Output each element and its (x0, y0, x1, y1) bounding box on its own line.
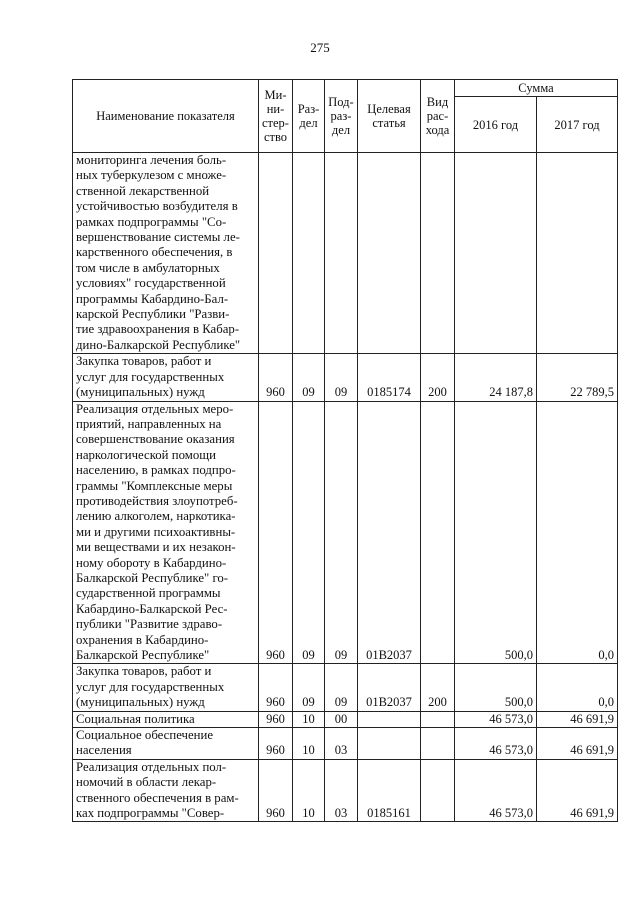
cell-target: 0185174 (358, 354, 421, 401)
cell-name: Закупка товаров, работ и услуг для государственных (муниципальных) нужд (73, 354, 259, 401)
cell-subsection: 03 (325, 728, 358, 760)
cell-target (358, 728, 421, 760)
cell-section: 10 (293, 728, 325, 760)
cell-section: 10 (293, 759, 325, 822)
cell-ministry: 960 (259, 401, 293, 664)
cell-ministry: 960 (259, 711, 293, 727)
header-subsection: Под- раз- дел (325, 80, 358, 153)
cell-ministry: 960 (259, 759, 293, 822)
header-ministry: Ми- ни- стер- ство (259, 80, 293, 153)
cell-section: 09 (293, 354, 325, 401)
header-year-2017: 2017 год (537, 97, 618, 153)
table-row (73, 153, 618, 354)
cell-expense: 200 (421, 664, 455, 711)
header-target: Целевая статья (358, 80, 421, 153)
cell-y2017: 0,0 (537, 401, 618, 664)
budget-table (72, 79, 618, 822)
cell-target: 0185161 (358, 759, 421, 822)
table-row (73, 759, 618, 822)
cell-y2016: 24 187,8 (455, 354, 537, 401)
cell-y2017: 46 691,9 (537, 711, 618, 727)
cell-name: Реализация отдельных пол- номочий в области лекар- ственного обеспечения в рам- ках подпрограммы "Совер- (73, 759, 259, 822)
cell-subsection (325, 153, 358, 354)
header-name: Наименование показателя (73, 80, 259, 153)
cell-y2017: 46 691,9 (537, 759, 618, 822)
cell-y2016 (455, 153, 537, 354)
cell-target: 01В2037 (358, 664, 421, 711)
cell-ministry: 960 (259, 354, 293, 401)
cell-name: мониторинга лечения боль- ных туберкулезом с множе- ственной лекарственной устойчивостью возбудителя в рамках подпрограммы "Со- вершенствование системы ле- карственного обеспечения, в том числе в амбулаторных условиях" государственной программы Кабардино-Бал- карской Республики "Разви- тие здравоохранения в Кабар- дино-Балкарской Республике" (73, 153, 259, 354)
cell-section: 09 (293, 664, 325, 711)
cell-subsection: 09 (325, 401, 358, 664)
cell-expense (421, 401, 455, 664)
table-row (73, 664, 618, 711)
header-section: Раз- дел (293, 80, 325, 153)
cell-subsection: 09 (325, 354, 358, 401)
cell-y2017: 46 691,9 (537, 728, 618, 760)
cell-y2016: 46 573,0 (455, 728, 537, 760)
cell-y2017 (537, 153, 618, 354)
cell-subsection: 03 (325, 759, 358, 822)
table-row (73, 728, 618, 760)
cell-expense (421, 153, 455, 354)
cell-section (293, 153, 325, 354)
cell-ministry: 960 (259, 728, 293, 760)
page-number: 275 (310, 40, 330, 55)
header-year-2016: 2016 год (455, 97, 537, 153)
table-row (73, 711, 618, 727)
cell-expense (421, 759, 455, 822)
header-sum: Сумма (455, 80, 618, 97)
cell-section: 09 (293, 401, 325, 664)
cell-target (358, 153, 421, 354)
table-row (73, 401, 618, 664)
cell-name: Реализация отдельных меро- приятий, направленных на совершенствование оказания наркологической помощи населению, в рамках подпро- граммы "Комплексные меры противодействия злоупотреб- лению алкоголем, наркотика- ми и другими психоактивны- ми веществами и их незакон- ному обороту в Кабардино- Балкарской Республике" го- сударственной программы Кабардино-Балкарской Рес- публики "Развитие здраво- охранения в Кабардино- Балкарской Республике" (73, 401, 259, 664)
cell-y2016: 500,0 (455, 664, 537, 711)
cell-subsection: 00 (325, 711, 358, 727)
table-row (73, 354, 618, 401)
cell-expense (421, 728, 455, 760)
header-expense-type: Вид рас- хода (421, 80, 455, 153)
cell-y2016: 500,0 (455, 401, 537, 664)
cell-ministry (259, 153, 293, 354)
cell-name: Социальное обеспечение населения (73, 728, 259, 760)
cell-target: 01В2037 (358, 401, 421, 664)
cell-name: Социальная политика (73, 711, 259, 727)
cell-y2017: 0,0 (537, 664, 618, 711)
cell-subsection: 09 (325, 664, 358, 711)
cell-expense: 200 (421, 354, 455, 401)
cell-y2016: 46 573,0 (455, 759, 537, 822)
cell-y2017: 22 789,5 (537, 354, 618, 401)
cell-expense (421, 711, 455, 727)
cell-ministry: 960 (259, 664, 293, 711)
cell-name: Закупка товаров, работ и услуг для государственных (муниципальных) нужд (73, 664, 259, 711)
cell-target (358, 711, 421, 727)
cell-y2016: 46 573,0 (455, 711, 537, 727)
cell-section: 10 (293, 711, 325, 727)
